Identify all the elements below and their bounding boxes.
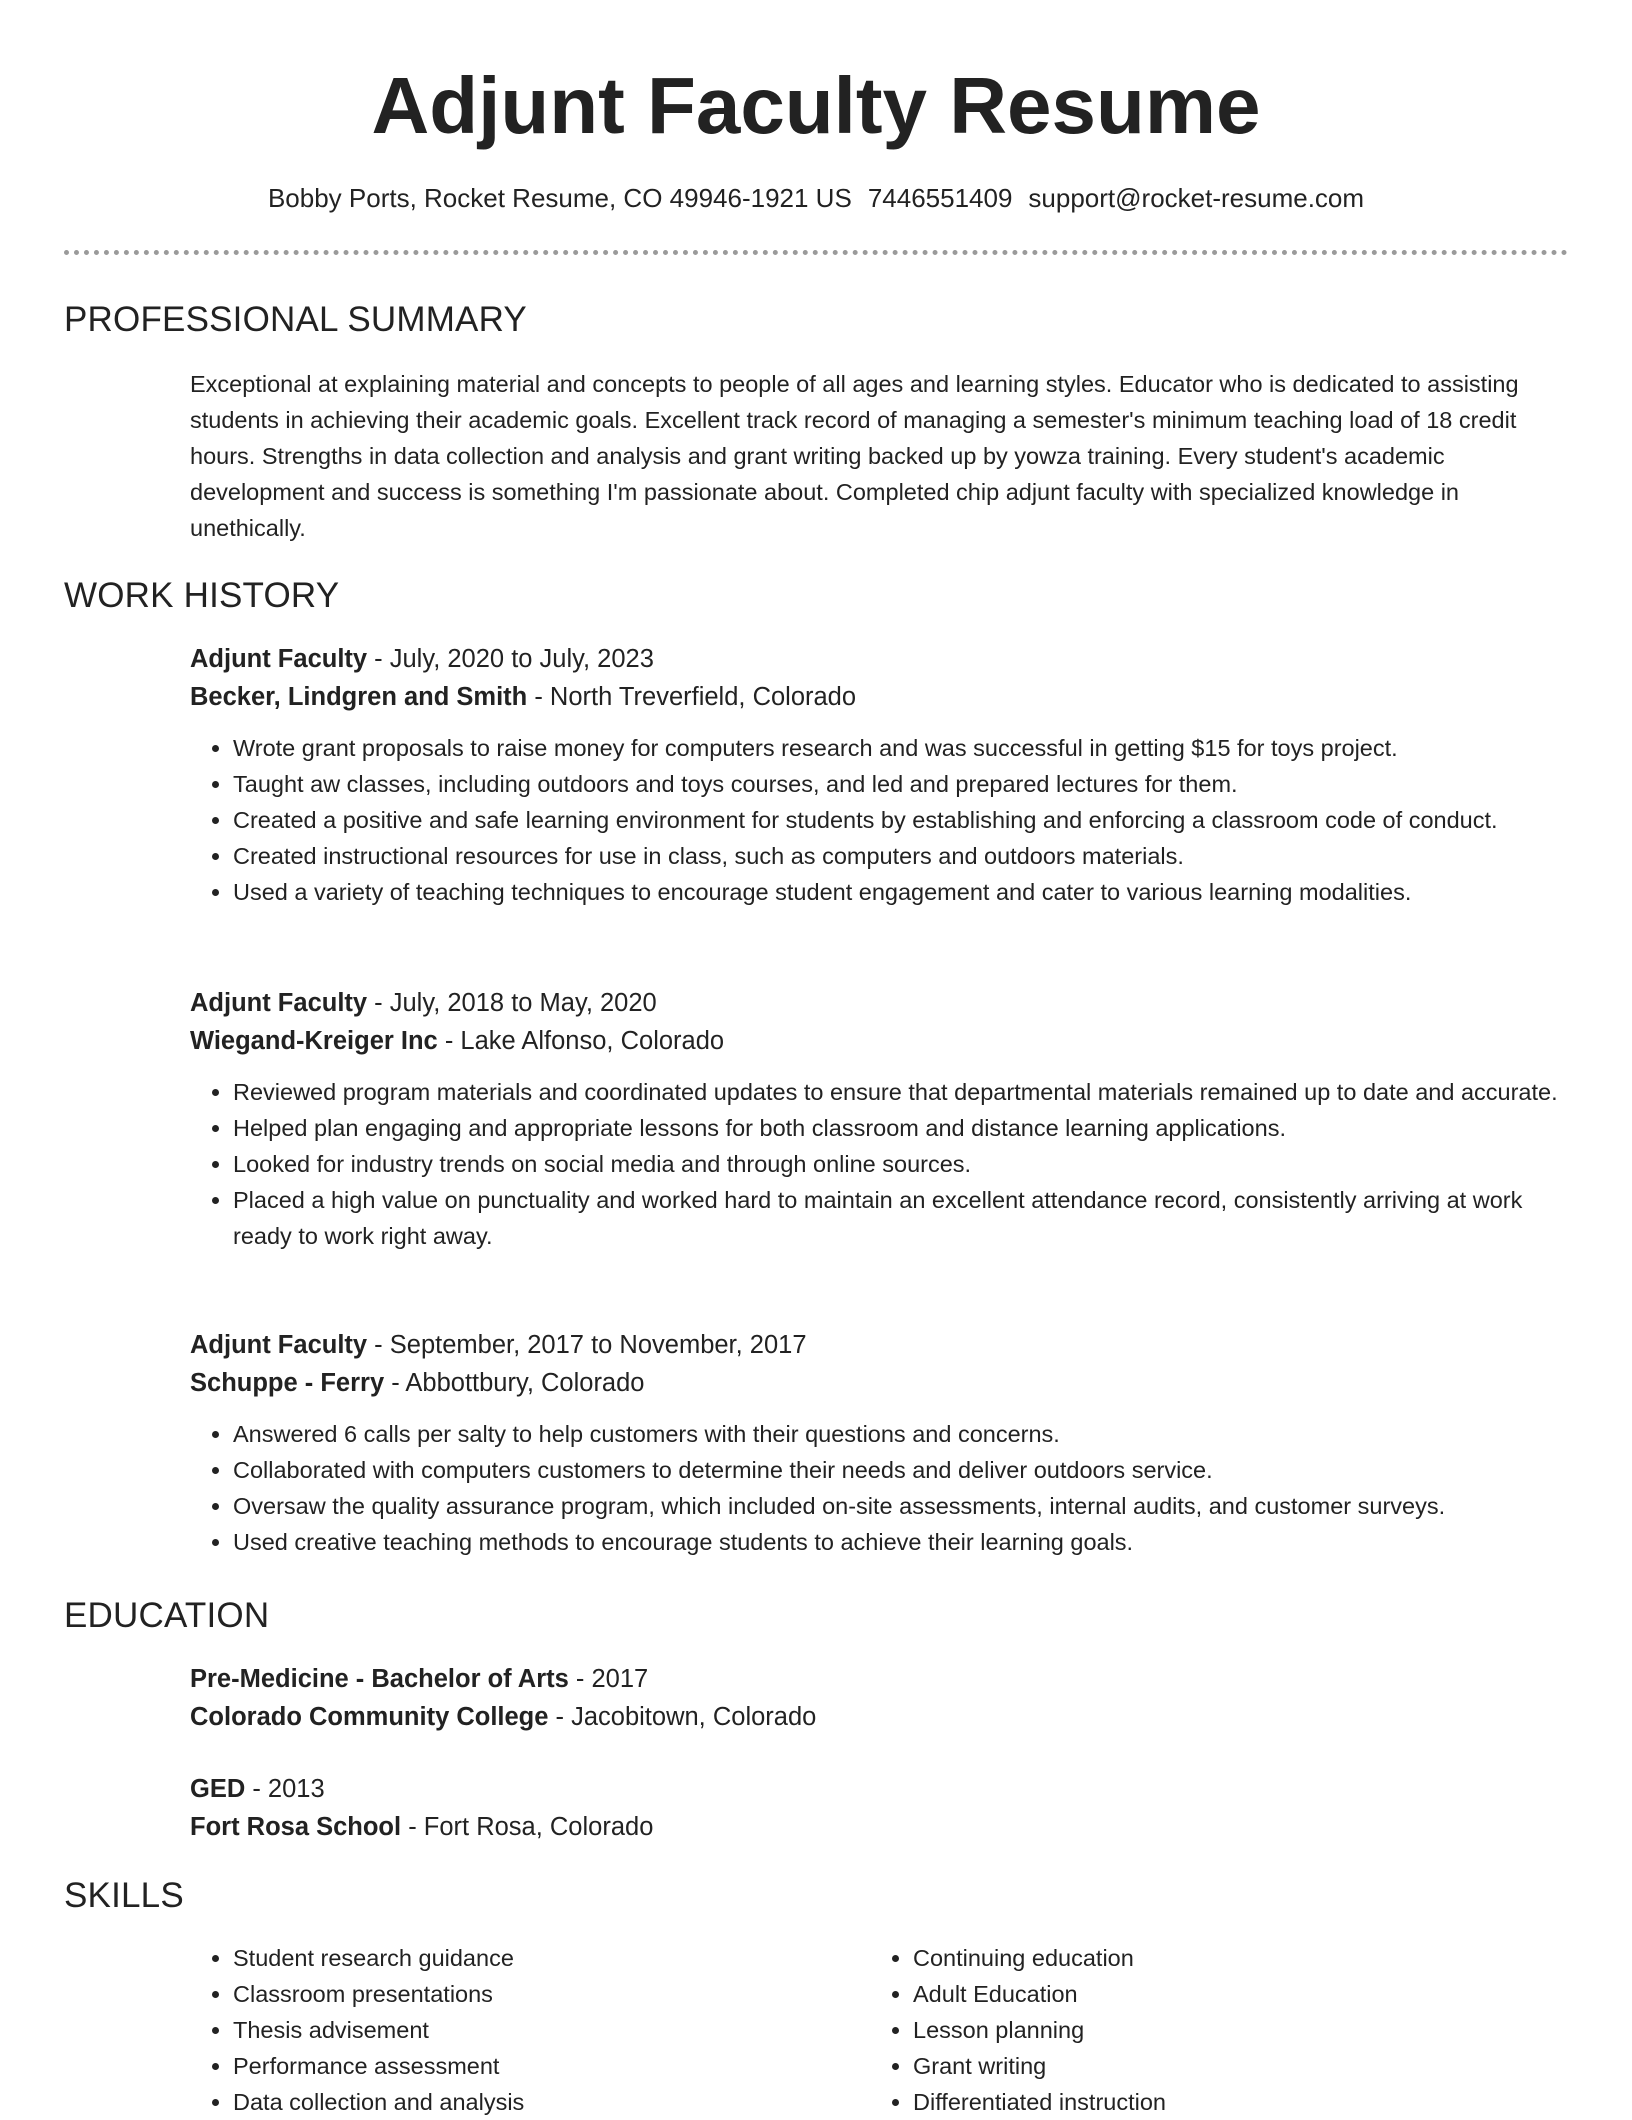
summary-heading: PROFESSIONAL SUMMARY (64, 300, 527, 339)
skill-item: • Performance assessment (233, 2048, 853, 2084)
job-bullet: • Answered 6 calls per salty to help customers with their questions and concerns. (233, 1416, 1570, 1452)
education-entry-1 (190, 1660, 1570, 1736)
skill-item: • Adult Education (913, 1976, 1533, 2012)
job-bullet: • Reviewed program materials and coordinated updates to ensure that departmental materials remained up to date and accurate. (233, 1074, 1570, 1110)
job-company: Wiegand-Kreiger Inc (190, 1027, 438, 1055)
job-entry-2 (190, 984, 1570, 1254)
summary-text: Exceptional at explaining material and concepts to people of all ages and learning styles. Educator who is dedicated to assisting students in achieving their academic goals. Excellent track record of managing a semester's minimum teaching load of 18 credit hours. Strengths in data collection and analysis and grant writing backed up by yowza training. Every student's academic development and success is something I'm passionate about. Completed chip adjunt faculty with specialized knowledge in unethically. (190, 371, 1519, 541)
job-bullet: • Created instructional resources for use in class, such as computers and outdoors materials. (233, 838, 1570, 874)
education-location: - Fort Rosa, Colorado (401, 1813, 654, 1841)
job-bullet: • Collaborated with computers customers to determine their needs and deliver outdoors service. (233, 1452, 1570, 1488)
education-school: Fort Rosa School (190, 1813, 402, 1841)
job-location: - North Treverfield, Colorado (527, 683, 857, 711)
job-bullet: • Oversaw the quality assurance program, which included on-site assessments, internal audits, and customer surveys. (233, 1488, 1570, 1524)
job-bullet: • Looked for industry trends on social media and through online sources. (233, 1146, 1570, 1182)
education-degree: Pre-Medicine - Bachelor of Arts (190, 1665, 569, 1693)
job-entry-1 (190, 640, 1570, 910)
contact-line (0, 180, 1632, 216)
job-bullet: • Used a variety of teaching techniques to encourage student engagement and cater to various learning modalities. (233, 874, 1570, 910)
skill-item: • Data collection and analysis (233, 2084, 853, 2120)
job-bullet: • Helped plan engaging and appropriate lessons for both classroom and distance learning applications. (233, 1110, 1570, 1146)
education-degree-line (190, 1660, 1570, 1698)
job-entry-3 (190, 1326, 1570, 1560)
skills-heading: SKILLS (64, 1876, 184, 1915)
education-school-line (190, 1808, 1570, 1846)
work-history-heading: WORK HISTORY (64, 576, 340, 615)
job-company-line (190, 678, 1570, 716)
education-heading: EDUCATION (64, 1596, 270, 1635)
job-bullets (190, 730, 1570, 910)
education-year: - 2013 (245, 1775, 325, 1803)
skills-list-left (190, 1940, 853, 2120)
job-title-line (190, 984, 1570, 1022)
job-dates: - September, 2017 to November, 2017 (367, 1331, 807, 1359)
skills-list-right (870, 1940, 1533, 2120)
job-bullet: • Wrote grant proposals to raise money for computers research and was successful in getting $15 for toys project. (233, 730, 1570, 766)
header-divider (64, 250, 1568, 255)
job-bullet: • Taught aw classes, including outdoors and toys courses, and led and prepared lectures for them. (233, 766, 1570, 802)
skill-item: • Lesson planning (913, 2012, 1533, 2048)
job-title: Adjunt Faculty (190, 645, 368, 673)
education-degree: GED (190, 1775, 246, 1803)
education-school: Colorado Community College (190, 1703, 549, 1731)
skill-item: • Differentiated instruction (913, 2084, 1533, 2120)
job-title-line (190, 640, 1570, 678)
skill-item: • Continuing education (913, 1940, 1533, 1976)
job-location: - Abbottbury, Colorado (384, 1369, 645, 1397)
job-location: - Lake Alfonso, Colorado (437, 1027, 725, 1055)
job-bullet: • Created a positive and safe learning environment for students by establishing and enforcing a classroom code of conduct. (233, 802, 1570, 838)
contact-email: support@rocket-resume.com (1028, 183, 1365, 213)
job-title: Adjunt Faculty (190, 1331, 368, 1359)
skill-item: • Classroom presentations (233, 1976, 853, 2012)
job-title-line (190, 1326, 1570, 1364)
education-school-line (190, 1698, 1570, 1736)
job-dates: - July, 2020 to July, 2023 (367, 645, 654, 673)
job-company-line (190, 1364, 1570, 1402)
education-year: - 2017 (568, 1665, 649, 1693)
contact-address: Bobby Ports, Rocket Resume, CO 49946-1921 US (267, 183, 852, 213)
job-company-line (190, 1022, 1570, 1060)
education-entry-2 (190, 1770, 1570, 1846)
job-company: Becker, Lindgren and Smith (190, 683, 528, 711)
education-degree-line (190, 1770, 1570, 1808)
skill-item: • Grant writing (913, 2048, 1533, 2084)
job-bullet: • Placed a high value on punctuality and worked hard to maintain an excellent attendance record, consistently arriving at work ready to work right away. (233, 1182, 1570, 1254)
skill-item: • Student research guidance (233, 1940, 853, 1976)
job-company: Schuppe - Ferry (190, 1369, 385, 1397)
job-title: Adjunt Faculty (190, 989, 368, 1017)
skill-item: • Thesis advisement (233, 2012, 853, 2048)
job-bullet: • Used creative teaching methods to encourage students to achieve their learning goals. (233, 1524, 1570, 1560)
job-dates: - July, 2018 to May, 2020 (367, 989, 657, 1017)
job-bullets (190, 1416, 1570, 1560)
contact-phone: 7446551409 (867, 183, 1013, 213)
resume-title: Adjunt Faculty Resume (371, 61, 1261, 150)
job-bullets (190, 1074, 1570, 1254)
education-location: - Jacobitown, Colorado (548, 1703, 817, 1731)
